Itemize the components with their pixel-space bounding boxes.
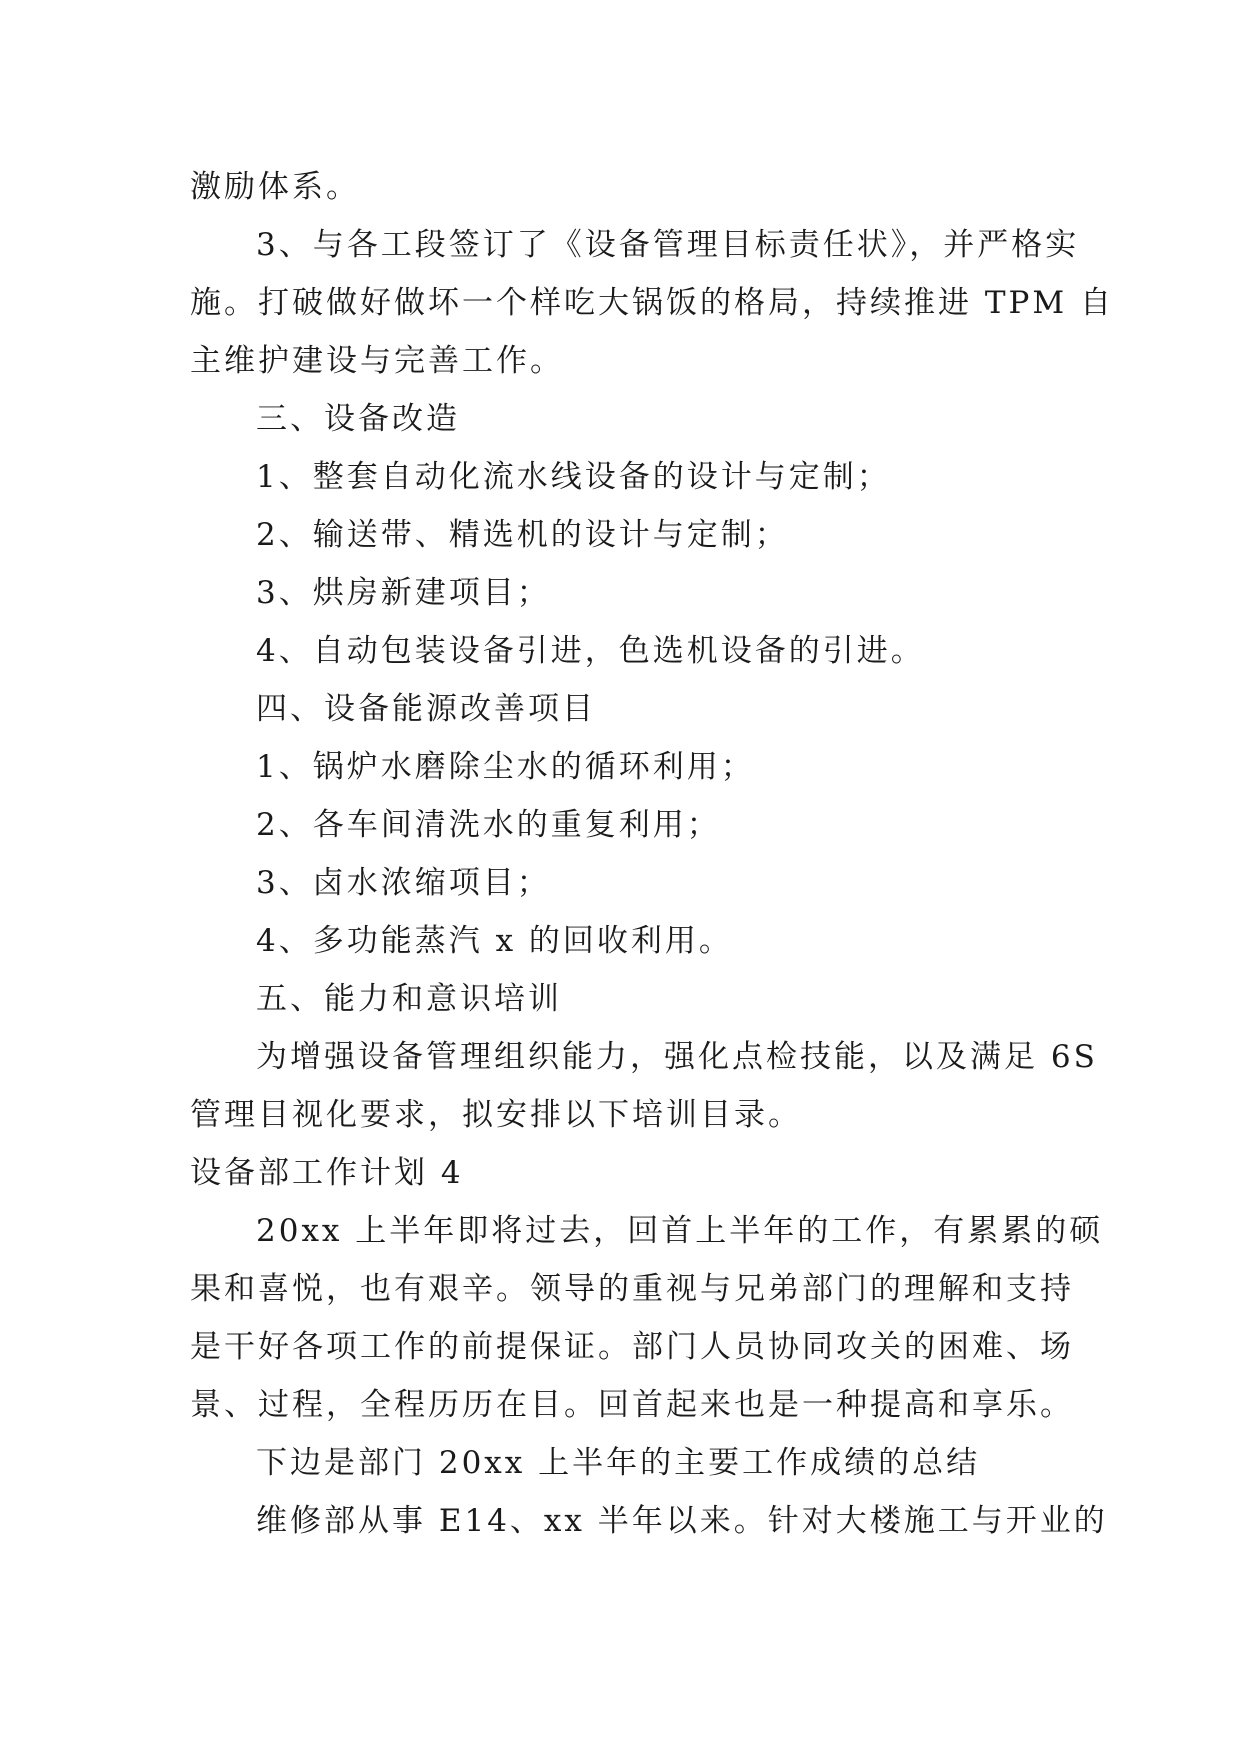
list-item: 4、多功能蒸汽 x 的回收利用。 (256, 923, 733, 959)
text-line: 景、过程，全程历历在目。回首起来也是一种提高和享乐。 (190, 1387, 1074, 1423)
list-item: 4、自动包装设备引进，色选机设备的引进。 (256, 633, 925, 669)
document-body (190, 158, 1114, 1550)
text-line: 下边是部门 20xx 上半年的主要工作成绩的总结 (256, 1445, 981, 1481)
list-item: 1、整套自动化流水线设备的设计与定制； (256, 459, 891, 495)
text-line: 主维护建设与完善工作。 (190, 343, 564, 379)
text-line: 维修部从事 E14、xx 半年以来。针对大楼施工与开业的 (256, 1503, 1108, 1539)
list-item: 2、各车间清洗水的重复利用； (256, 807, 721, 843)
text-line: 果和喜悦，也有艰辛。领导的重视与兄弟部门的理解和支持 (190, 1271, 1074, 1307)
text-line: 为增强设备管理组织能力，强化点检技能，以及满足 6S (256, 1039, 1098, 1075)
text-line: 3、与各工段签订了《设备管理目标责任状》，并严格实 (256, 227, 1080, 263)
text-line: 是干好各项工作的前提保证。部门人员协同攻关的困难、场 (190, 1329, 1074, 1365)
list-item: 2、输送带、精选机的设计与定制； (256, 517, 789, 553)
text-line: 激励体系。 (190, 169, 360, 205)
text-line: 管理目视化要求，拟安排以下培训目录。 (190, 1097, 802, 1133)
text-line: 施。打破做好做坏一个样吃大锅饭的格局，持续推进 TPM 自 (190, 285, 1114, 321)
list-item: 1、锅炉水磨除尘水的循环利用； (256, 749, 755, 785)
section-heading: 三、设备改造 (256, 401, 460, 437)
document-subtitle: 设备部工作计划 4 (190, 1155, 464, 1191)
text-line: 20xx 上半年即将过去，回首上半年的工作，有累累的硕 (256, 1213, 1104, 1249)
section-heading: 四、设备能源改善项目 (256, 691, 596, 727)
list-item: 3、烘房新建项目； (256, 575, 551, 611)
list-item: 3、卤水浓缩项目； (256, 865, 551, 901)
section-heading: 五、能力和意识培训 (256, 981, 562, 1017)
